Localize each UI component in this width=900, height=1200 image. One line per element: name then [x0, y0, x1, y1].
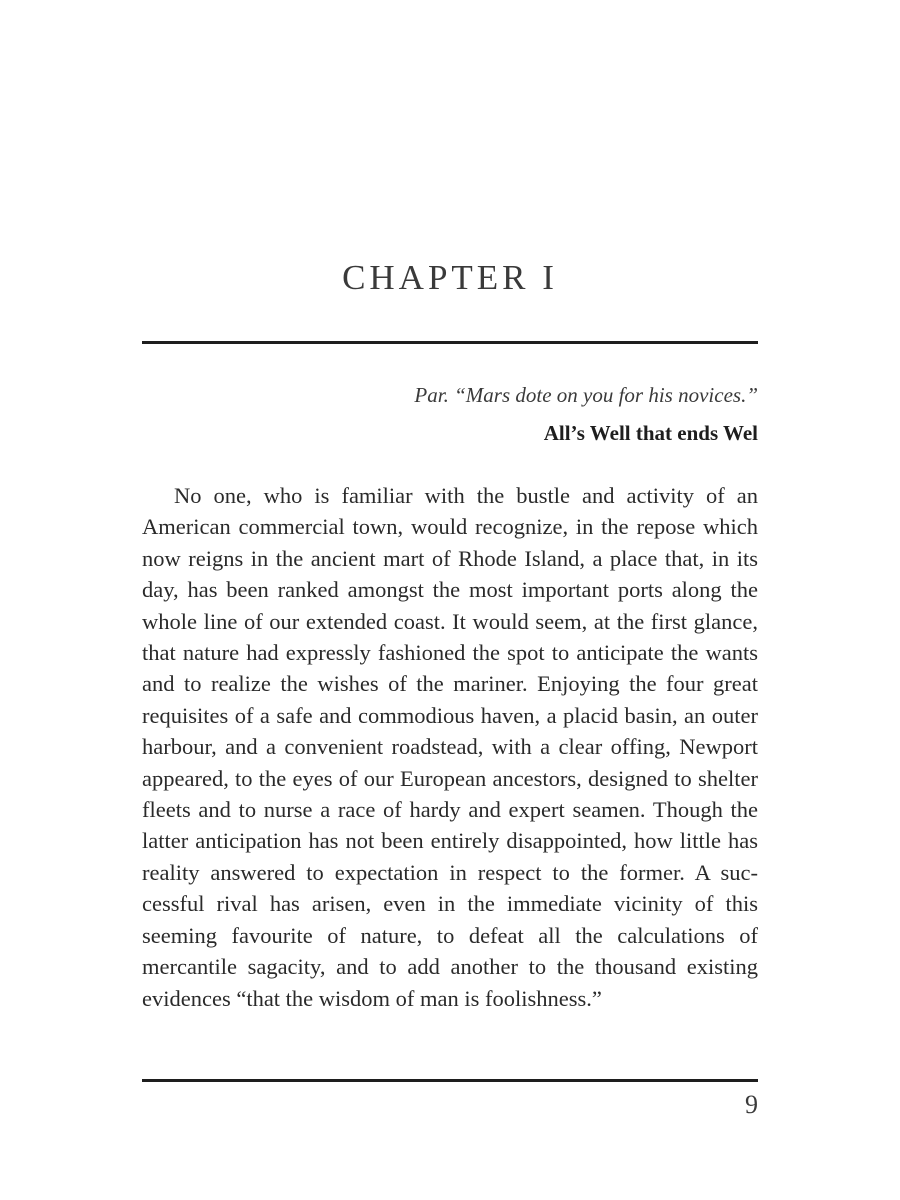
body-paragraph: No one, who is familiar with the bustle and activity of an American commercial town, would recognize, in the repose which now reigns in the ancient mart of Rhode Island, a place that, in its day, has been ranked amongst the most important ports along the whole line of our extended coast. It would seem, at the first glance, that nature had expressly fashioned the spot to anticipate the wants and to realize the wishes of the mariner. Enjoying the four great requisites of a safe and commodious haven, a placid basin, an outer harbour, and a convenient roadstead, with a clear offing, Newport appeared, to the eyes of our European ancestors, designed to shelter fleets and to nurse a race of hardy and expert seamen. Though the latter anticipation has not been entirely disappointed, how little has reality answered to expectation in respect to the former. A successful rival has arisen, even in the immediate vicinity of this seeming favourite of nature, to defeat all the calculations of mercantile sagacity, and to add another to the thousand existing evidences “that the wisdom of man is foolishness.” — [142, 483, 758, 1011]
chapter-title: CHAPTER I — [342, 258, 558, 297]
bottom-divider — [142, 1079, 758, 1082]
epigraph — [142, 379, 758, 449]
epigraph-quote: Par. “Mars dote on you for his novices.” — [414, 383, 758, 407]
epigraph-source: All’s Well that ends Wel — [543, 421, 758, 445]
page-number: 9 — [745, 1090, 758, 1119]
top-divider — [142, 341, 758, 344]
